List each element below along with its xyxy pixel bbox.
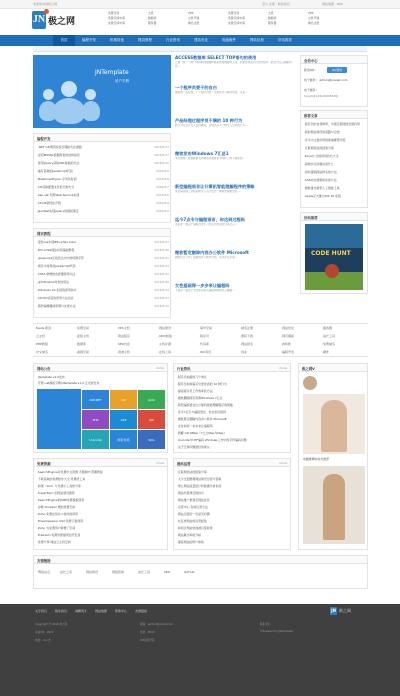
list-item[interactable]: ·js中Window对象的用法 2016/5/20 (37, 280, 169, 284)
article-summary: 微软近日公布了最新的办公软件计划，其中涉及多项... (175, 256, 238, 259)
hot-link[interactable]: ·代码库 (199, 342, 209, 346)
list-item[interactable]: ·如果（xml）与免费小工具的分享 (37, 484, 81, 488)
list-item[interactable]: ·程序员如何编写出更优质的 10 种行为 (177, 382, 227, 386)
hot-link[interactable]: ·中文域名 (35, 350, 48, 354)
quick-link[interactable]: 主机开通 (308, 16, 320, 20)
list-item[interactable]: ·CSS动态效果的实现方法 (304, 178, 337, 182)
list-item[interactable]: ·CSS3 新增的选择器使用方法 2016/5/22 (37, 272, 169, 276)
hot-link[interactable]: ·CDN加速 (158, 334, 172, 338)
category-grid (82, 390, 166, 450)
list-item[interactable]: ·程序员加薪的几个建议 (177, 375, 207, 379)
list-item[interactable]: ·Jsonfast实现jquery的模板绑定 2016/5/3 (37, 209, 169, 213)
quick-link[interactable]: 免费空间申请 (228, 16, 245, 20)
panel-title: 好站推荐 (304, 216, 318, 220)
sidebar-photo[interactable] (303, 466, 365, 544)
hot-link[interactable]: ·网站建设 (158, 326, 171, 330)
category-tile[interactable]: JSP (138, 410, 165, 429)
nav-item[interactable]: 机械设备 (110, 38, 124, 42)
article-item[interactable] (175, 217, 295, 234)
quick-link[interactable]: VPS (308, 11, 314, 15)
category-tile[interactable]: ASP.NET (82, 390, 109, 409)
article-summary: 经过对大量开发人员的调查，总结出以下十种令人讨厌的行为... (175, 124, 248, 127)
article-title[interactable]: 新型编程语言让计算机智能理解程序的策略 (175, 184, 255, 189)
sub-nav (33, 46, 367, 52)
panel-title: 免费资源 (37, 462, 51, 466)
quick-link[interactable]: 免费空间 (108, 11, 120, 15)
list-item[interactable]: ·.NET C#调用系统日期格式化函数 2016/5/17 (37, 145, 169, 149)
sidebar-ad-panel (298, 363, 368, 550)
list-item[interactable]: ·javascript正则表达式中的特殊字符 2016/5/25 (37, 256, 169, 260)
quick-link[interactable]: 免费空间 (228, 11, 240, 15)
hot-link[interactable]: ·创业 (240, 350, 247, 354)
more-link[interactable]: more (279, 366, 287, 370)
quick-link[interactable]: 主机开通 (188, 16, 200, 20)
hero-subtitle: 用户手册 (115, 79, 129, 83)
article-title[interactable]: 一个程序员要子的自白 (175, 85, 217, 90)
sitemap-link[interactable]: 网站地图 · RSS (322, 2, 343, 6)
article-summary: 之前一般一个用户来说修改数据库都是使用数据库工具，但是在网站运行的过程中...此处为文章摘要内容... (175, 61, 292, 68)
category-tile[interactable]: C# (110, 390, 137, 409)
list-item[interactable]: ·编写高效的JavaScript代码 2016/5/9 (37, 169, 169, 173)
quick-link[interactable]: 主机 (148, 11, 154, 15)
footer-info: 本站QQ：2222 (35, 631, 54, 634)
list-item[interactable]: ·Windows 10 系统的使用技巧 2016/5/19 (37, 288, 169, 292)
footer-info: Copyright © 2016 极之网 (35, 623, 68, 626)
hero-title: JNTemplate (95, 69, 129, 76)
member-row: hanji6@126(26808246) (304, 94, 339, 98)
list-item[interactable]: ·SearchEngine对免费中文资源 无限制IT 部署教程 (37, 470, 103, 474)
list-item[interactable]: ·更改css实现IE6 Lytles.Color 2016/5/27 (37, 240, 169, 244)
footer-logo[interactable]: JN 极之网 (331, 608, 351, 613)
featured-image[interactable] (305, 224, 363, 290)
list-item[interactable]: ·开源.net模板引擎jnTemplate v1.2 正式版发布 (37, 381, 100, 385)
friend-links-panel (33, 555, 368, 589)
quick-link[interactable]: 免费空间申请 (108, 16, 125, 20)
list-item[interactable]: ·使用jQuery获取URL参数的方法 2016/5/15 (37, 161, 169, 165)
article-title[interactable]: 微软暂定删除内容办公软件 Microsoft (175, 250, 249, 255)
list-item[interactable]: ·建立网站流量统计和数据分析系统 (177, 484, 222, 488)
list-item[interactable]: ·Apple正式推出iOS 10 系统 (304, 194, 341, 198)
list-item[interactable]: ·Zoho 为免费用户新增了空间 (37, 526, 76, 530)
article-summary: 下面是一篇关于女性如何进入编程领域的文章摘要... (175, 289, 235, 292)
footer-info: 联系我们 (260, 623, 271, 626)
hot-link[interactable]: ·云主机 (35, 334, 45, 338)
member-panel (300, 55, 368, 107)
quick-link[interactable]: 服务器 (148, 21, 157, 25)
article-summary: 本文整理了微软最新发布的相关更新资讯和补丁的下载地址... (175, 157, 245, 160)
list-item[interactable]: ·微软推出新型人工智能工具 (304, 186, 340, 190)
footer-link[interactable]: 诚聘英才 (75, 609, 88, 613)
list-item[interactable]: ·迄今为止最好用的前端框架介绍 (304, 138, 346, 142)
people-illustration (39, 81, 101, 125)
tech-panel (33, 228, 171, 318)
category-tile[interactable]: SQL (138, 430, 165, 449)
more-link[interactable]: more (156, 366, 164, 370)
article-item[interactable] (175, 283, 295, 300)
hot-links (33, 323, 368, 357)
category-tile[interactable]: JAVA (138, 390, 165, 409)
footer-info: ©Powered by JNTemplate (260, 630, 293, 633)
article-summary: 来自麻省理工学院的研究人员开发出一种新型编程语言... (175, 190, 240, 193)
footer-link[interactable]: 网站地图 (95, 609, 108, 613)
nav-item[interactable]: 网页教程 (138, 38, 152, 42)
footer (0, 604, 400, 696)
hot-link[interactable]: ·免费域名 (322, 342, 335, 346)
hero-banner[interactable] (33, 55, 171, 128)
list-item[interactable]: ·新型编程语言让计算机智能理解程序的策略 (177, 403, 233, 407)
list-item[interactable]: ·社区类网站的运营经验 (177, 519, 207, 523)
list-item[interactable]: ·下载高效的免费软件大全 免费的工具 (37, 477, 86, 481)
category-tile[interactable]: PHP (82, 410, 109, 429)
friend-link[interactable]: 博客站点 (38, 570, 51, 574)
hot-link[interactable]: ·建站程序 (117, 334, 130, 338)
list-item[interactable]: ·运营中心 有效运营方法 (177, 505, 208, 509)
hot-link[interactable]: ·域名注册 (240, 326, 253, 330)
logo-icon: JN (32, 11, 46, 29)
list-item[interactable]: ·提高网站的用户体验 (177, 540, 204, 544)
hot-link[interactable]: ·海外空间 (199, 326, 212, 330)
hot-link[interactable]: ·网页模板 (281, 334, 294, 338)
footer-info: 邮箱：admin@jnanet.com (140, 623, 174, 626)
list-item[interactable]: ·互联网创业的经验分享 (304, 146, 334, 150)
friend-link[interactable]: 站长之家 (60, 570, 73, 574)
article-item[interactable] (175, 118, 295, 135)
hot-link[interactable]: ·虚拟主机 (76, 334, 89, 338)
panel-title: 极之网V (302, 367, 315, 371)
friend-link[interactable]: SEO (164, 570, 171, 574)
panel-title: 网站公告 (37, 367, 51, 371)
list-item[interactable]: ·网站推广策划及网站优化 (177, 498, 210, 502)
list-item[interactable]: ·新的网站建设的思路与总结 (304, 130, 340, 134)
logo-text: 极之网 (48, 17, 76, 27)
panel-title: 推荐文章 (304, 114, 318, 118)
nav-item[interactable]: 行业资讯 (166, 38, 180, 42)
list-item[interactable]: ·Freedom 免费资源提供给开发者 (37, 533, 81, 537)
article-item[interactable] (175, 55, 295, 72)
quick-link[interactable]: 域名注册 (188, 21, 200, 25)
list-item[interactable]: ·图形编辑器的原理与实现方法 2016/5/15 (37, 304, 169, 308)
sidebar-caption[interactable]: 电脑维修的技巧推荐 (303, 457, 330, 461)
nav-item[interactable]: 建站优化 (194, 38, 208, 42)
list-item[interactable]: ·jtemplate v1.0发布 (37, 375, 65, 379)
list-item[interactable]: ·asp.net 利用Web Service实现 2016/5/6 (37, 193, 169, 197)
nav-item[interactable]: 网站运营 (250, 38, 264, 42)
article-item[interactable] (175, 184, 295, 201)
hot-link[interactable]: ·站长工具 (322, 334, 335, 338)
quick-link[interactable]: VPS (188, 11, 194, 15)
list-item[interactable]: ·提高程序员工作效率的方法 (177, 389, 213, 393)
quick-link[interactable]: 免费空间申请 (108, 21, 125, 25)
nav-item[interactable]: 编程开发 (82, 38, 96, 42)
hot-link[interactable]: ·香港主机 (117, 350, 130, 354)
hot-link[interactable]: ·程序员 (199, 334, 209, 338)
top-bar (0, 0, 400, 9)
hot-link[interactable]: ·SEO优化 (117, 342, 131, 346)
list-item[interactable]: ·Newtonsoft.Json 序列化时间 2016/5/8 (37, 177, 169, 181)
list-item[interactable]: ·女性如何一步步来让编程吗 (177, 424, 213, 428)
list-item[interactable]: ·微软删除网页资源Windows 7汇总 (177, 396, 223, 400)
quick-link[interactable]: 数据库 (148, 16, 157, 20)
hot-link[interactable]: ·数据库 (76, 342, 86, 346)
avatar[interactable] (303, 376, 317, 390)
hot-link[interactable]: ·feeds 新浪 (35, 326, 52, 330)
industry-panel (173, 363, 291, 453)
footer-link[interactable]: 关于我们 (35, 609, 48, 613)
list-item[interactable]: ·谷歌 Dropbox 增加免费空间 (37, 505, 76, 509)
member-row: 新浪QQ： (304, 68, 318, 72)
list-item[interactable]: ·html5新特性介绍 2016/5/4 (37, 201, 169, 205)
list-item[interactable]: ·免费分享 网站云主机空间 (37, 540, 71, 544)
article-title[interactable]: 微软发布Windows 7汇总1 (175, 151, 229, 156)
article-title[interactable]: 产品经理过程序员不满的 10 种行为 (175, 118, 243, 123)
hot-link[interactable]: ·PHP教程 (35, 342, 48, 346)
footer-link[interactable]: 友情链接 (135, 609, 148, 613)
qq-login-button[interactable]: QQ登录 (327, 67, 347, 73)
panel-title: 网页教程 (37, 232, 51, 236)
hot-link[interactable]: ·源码下载 (240, 334, 253, 338)
list-item[interactable]: ·程序员的自我修养，中国互联网的发展趋势 (304, 122, 360, 126)
more-link[interactable]: more (156, 461, 164, 465)
list-item[interactable]: ·网站运营的一些常见问题 (177, 512, 210, 516)
featured-image-text: CODE HUNT (311, 250, 351, 257)
footer-link[interactable]: 联系我们 (55, 609, 68, 613)
category-tile[interactable]: 网页布局 (110, 430, 137, 449)
list-item[interactable]: ·微软暂定删除内容办公软件 Microsoft (177, 417, 227, 421)
quick-link[interactable]: 数据库 (268, 16, 277, 20)
hot-link[interactable]: ·网站排名 (240, 342, 253, 346)
article-summary: 据说我一直在想，一个程序员的一生都在学习新的东西，可是... (175, 91, 248, 94)
latest-panel (33, 133, 171, 223)
article-item[interactable] (175, 250, 295, 267)
article-summary: 这里是一篇关于编程语言学习方法与经验的分享文章... (175, 223, 238, 226)
hot-link[interactable]: ·网站优化 (281, 326, 294, 330)
category-tile[interactable]: Unicode (82, 430, 109, 449)
list-item[interactable]: ·html中标签的使用方法总结 2016/5/17 (37, 296, 169, 300)
category-tile[interactable]: ASP (110, 410, 137, 429)
quick-link[interactable]: 域名注册 (308, 21, 320, 25)
list-item[interactable]: ·返回MSSQL数据库表的结构信息 2016/5/17 (37, 153, 169, 157)
hot-link[interactable]: ·JS特效 (281, 342, 291, 346)
article-title[interactable]: 女性基础得一步步来让编程吗 (175, 283, 230, 288)
recommend-panel (300, 110, 368, 208)
article-item[interactable] (175, 85, 295, 102)
list-item[interactable]: ·图解 C#.0Map（Y立立Map与Map） (177, 431, 227, 435)
friend-link[interactable]: 站长工具 (138, 570, 151, 574)
article-title[interactable]: 迄今7点专与编程语言，你达到过程吗 (175, 217, 245, 222)
member-row: 电子邮件： admin@jnanet.com (304, 78, 348, 82)
quick-link[interactable]: 免费空间申请 (228, 21, 245, 25)
hot-link[interactable]: ·在线工具 (158, 350, 171, 354)
quick-links (108, 11, 398, 33)
hot-link[interactable]: ·VPS主机 (117, 326, 130, 330)
nav-item[interactable]: 好站推荐 (278, 38, 292, 42)
list-item[interactable]: ·Unicode与UTF编码 Windows工作中的字符编码问题 (177, 438, 247, 442)
footer-info: 地址：xxx 市 (35, 639, 51, 642)
friend-link[interactable]: GitHub (184, 570, 195, 574)
quick-link[interactable]: 主机 (268, 11, 274, 15)
article-title[interactable]: ACCESS数据库 SELECT TOP语句的使用 (175, 55, 257, 60)
list-item[interactable]: ·DIV+CSS网站布局基础教程 2016/5/26 (37, 248, 169, 252)
list-item[interactable]: ·迄今7点专与编程语言，你达到过程吗 (177, 410, 227, 414)
hot-link[interactable]: ·IDC资讯 (199, 350, 212, 354)
panel-title: 会员中心 (304, 59, 318, 63)
nav-home[interactable]: 首页 (53, 35, 75, 46)
panel-title: 友情链接 (37, 559, 51, 563)
list-item[interactable]: ·C#读取配置文件的几种方式 2016/5/7 (37, 185, 169, 189)
site-logo[interactable] (32, 11, 92, 31)
article-item[interactable] (175, 151, 295, 168)
hot-link[interactable]: ·硬件 (322, 350, 329, 354)
hot-link[interactable]: ·服务器 (322, 326, 332, 330)
list-item[interactable]: ·SuperTopic 的网站建设推荐 (37, 491, 75, 495)
login-link[interactable]: 登入·注册 · 联系我们 (262, 2, 290, 6)
main-nav (0, 35, 400, 46)
friend-link[interactable]: 网站建设 (86, 570, 99, 574)
more-link[interactable]: more (279, 461, 287, 465)
friend-link[interactable]: 网络营销 (112, 570, 125, 574)
list-item[interactable]: ·Excel公式的使用技巧大全 (304, 154, 339, 158)
list-item[interactable]: ·网页中常用的JavaScript代码 2016/5/24 (37, 264, 169, 268)
hot-link[interactable]: ·美国空间 (76, 350, 89, 354)
welcome-text: 欢迎您来到极之网 (33, 2, 58, 6)
panel-title: 编程开发 (37, 137, 51, 141)
list-item[interactable]: ·网站跳出率的分析 (177, 533, 202, 537)
list-item[interactable]: ·如何提高网站排名的方法 (304, 170, 337, 174)
nav-item[interactable]: 电脑硬件 (222, 38, 236, 42)
list-item[interactable]: ·如何让网站快速被百度收录 (177, 526, 213, 530)
free-panel (33, 458, 168, 550)
footer-info: ICP备案号码 (140, 639, 155, 642)
hot-link[interactable]: ·主机评测 (158, 342, 171, 346)
list-item[interactable]: ·Zoho 免费在线办公软件的使用 (37, 512, 78, 516)
panel-title: 建站运营 (177, 462, 191, 466)
hot-link[interactable]: ·免费空间 (76, 326, 89, 330)
list-item[interactable]: ·高效执行的秘诀是什么 (304, 162, 334, 166)
sidebar-photo[interactable] (303, 394, 365, 454)
notice-image[interactable] (37, 389, 81, 449)
panel-title: 行业资讯 (177, 367, 191, 371)
hot-link[interactable]: ·编程开发 (281, 350, 294, 354)
list-item[interactable]: ·互联网创业的经验分享 (177, 470, 207, 474)
list-item[interactable]: ·大牛全面整理网站建设运营与营销 (177, 477, 222, 481)
footer-link[interactable]: 帮助中心 (115, 609, 128, 613)
member-row: 电子邮件： (304, 88, 319, 92)
list-item[interactable]: ·SearchEngine的AMP免费模板使用 (37, 498, 85, 502)
list-item[interactable]: ·网站外链建设的技巧 (177, 491, 204, 495)
featured-panel (300, 212, 368, 294)
operations-panel (173, 458, 291, 550)
list-item[interactable]: ·Dreamweaver CS3 免费下载使用 (37, 519, 84, 523)
list-item[interactable]: ·关于迁移问题最好的建议 (177, 445, 210, 449)
footer-info: 电话：0000 (140, 631, 155, 634)
quick-link[interactable]: 服务器 (268, 21, 277, 25)
